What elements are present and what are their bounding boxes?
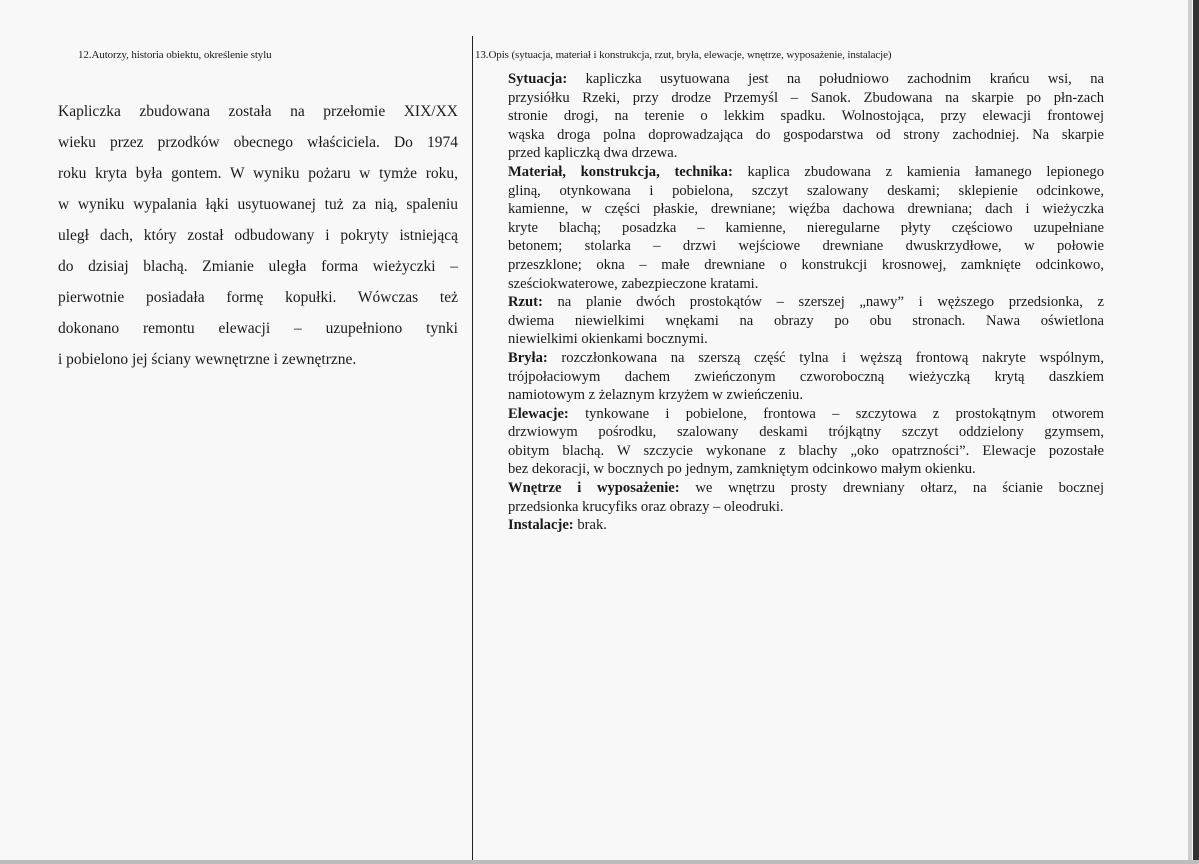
left-section-header: 12.Autorzy, historia obiektu, określenie stylu <box>78 49 272 61</box>
history-line: wieku przez przodków obecnego właściciela. Do 1974 <box>58 134 458 151</box>
description-text: na planie dwóch prostokątów – szerszej „nawy” i węższego przedsionka, z <box>542 294 1104 311</box>
description-line <box>508 349 1104 368</box>
description-text: kaplica zbudowana z kamienia łamanego lepionego <box>732 163 1104 180</box>
description-line <box>508 479 1104 498</box>
scan-edge-shadow <box>1188 0 1192 864</box>
description-line <box>508 460 1104 479</box>
description-line <box>508 312 1104 331</box>
description-line <box>508 126 1104 145</box>
description-text: przeszklone; okna – małe drewniane o konstrukcji krosnowej, zamknięte odcinkowo, <box>508 256 1104 273</box>
history-paragraph <box>58 96 458 375</box>
history-line: do dzisiaj blachą. Zmianie uległa forma wieżyczki – <box>58 258 458 275</box>
description-text: kapliczka usytuowana jest na południowo zachodnim krańcu wsi, na <box>567 71 1104 87</box>
description-line <box>508 200 1104 219</box>
description-text: przed kapliczką dwa drzewa. <box>508 145 678 162</box>
section-label: Rzut: <box>508 294 543 311</box>
description-text: tynkowane i pobielone, frontowa – szczytowa z prostokątnym otworem <box>568 405 1104 422</box>
section-label: Sytuacja: <box>508 71 568 87</box>
description-text: dwiema niewielkimi wnękami na obrazy po obu stronach. Nawa oświetlona <box>508 312 1104 329</box>
description-text: gliną, otynkowana i pobielona, szczyt szalowany deskami; sklepienie odcinkowe, <box>508 182 1104 199</box>
description-line <box>508 368 1104 387</box>
history-line: pierwotnie posiadała formę kopułki. Wówczas też <box>58 289 458 306</box>
right-section-header: 13.Opis (sytuacja, materiał i konstrukcja, rzut, bryła, elewacje, wnętrze, wyposażenie, instalacje) <box>475 49 892 61</box>
description-text: we wnętrzu prosty drewniany ołtarz, na ścianie bocznej <box>679 480 1104 497</box>
description-line <box>508 219 1104 238</box>
description-line <box>508 182 1104 201</box>
history-line: roku kryta była gontem. W wyniku pożaru w tymże roku, <box>58 165 458 182</box>
description-line <box>508 89 1104 108</box>
description-text: namiotowym z żelaznym krzyżem w zwieńczeniu. <box>508 387 803 404</box>
section-label: Bryła: <box>508 349 548 366</box>
description-line <box>508 144 1104 163</box>
description-text: obitym blachą. W szczycie wykonane z blachy „oko opatrzności”. Elewacje pozostałe <box>508 442 1104 459</box>
description-line <box>508 386 1104 405</box>
description-line <box>508 405 1104 424</box>
description-line <box>508 275 1104 294</box>
description-line <box>508 442 1104 461</box>
description-line <box>508 498 1104 517</box>
section-label: Elewacje: <box>508 405 569 422</box>
description-line <box>508 423 1104 442</box>
description-line <box>508 163 1104 182</box>
section-label: Instalacje: <box>508 517 574 534</box>
history-line: w wyniku wypalania łąki usytuowanej tuż za nią, spaleniu <box>58 196 458 213</box>
description-line <box>508 70 1104 89</box>
description-text: brak. <box>573 517 607 534</box>
description-line <box>508 237 1104 256</box>
description-line <box>508 516 1104 535</box>
description-text: niewielkimi okienkami bocznymi. <box>508 331 708 348</box>
description-line <box>508 256 1104 275</box>
scan-bottom-edge <box>0 860 1199 864</box>
history-line: Kapliczka zbudowana została na przełomie XIX/XX <box>58 103 458 120</box>
description-text: betonem; stolarka – drzwi wejściowe drewniane dwuskrzydłowe, w połowie <box>508 238 1104 255</box>
history-line: i pobielono jej ściany wewnętrzne i zewnętrzne. <box>58 351 357 368</box>
description-line <box>508 107 1104 126</box>
description-line <box>508 293 1104 312</box>
description-text: przysiółku Rzeki, przy drodze Przemyśl – Sanok. Zbudowana na skarpie po płn-zach <box>508 89 1104 106</box>
section-label: Materiał, konstrukcja, technika: <box>508 163 733 180</box>
description-text: kamienne, w części płaskie, drewniane; więźba dachowa drewniana; dach i wieżyczka <box>508 201 1104 218</box>
description-text: sześciokwaterowe, zabezpieczone kratami. <box>508 275 759 292</box>
description-text: wąska droga polna doprowadzająca do gospodarstwa od strony zachodniej. Na skarpie <box>508 126 1104 143</box>
description-text: kryte blachą; posadzka – kamienne, nieregularne płyty częściowo uzupełniane <box>508 219 1104 236</box>
description-text: przedsionka krucyfiks oraz obrazy – oleodruki. <box>508 498 784 515</box>
description-body <box>508 70 1104 535</box>
description-text: rozczłonkowana na szerszą część tylna i węższą frontową nakryte wspólnym, <box>547 349 1104 366</box>
history-line: dokonano remontu elewacji – uzupełniono tynki <box>58 320 458 337</box>
column-divider <box>472 36 473 864</box>
description-text: trójpołaciowym dachem zwieńczonym czworoboczną wieżyczką krytą daszkiem <box>508 368 1104 385</box>
description-text: bez dekoracji, w bocznych po jednym, zamkniętym odcinkowo małym okienku. <box>508 461 976 478</box>
scan-edge <box>1193 0 1199 864</box>
section-label: Wnętrze i wyposażenie: <box>508 480 680 497</box>
description-line <box>508 330 1104 349</box>
history-line: uległ dach, który został odbudowany i pokryty istniejącą <box>58 227 458 244</box>
description-text: stronie drogi, na terenie o lekkim spadku. Wolnostojąca, przy elewacji frontowej <box>508 108 1104 125</box>
description-text: drzwiowym pośrodku, szalowany deskami trójkątny szczyt oddzielony gzymsem, <box>508 424 1104 441</box>
